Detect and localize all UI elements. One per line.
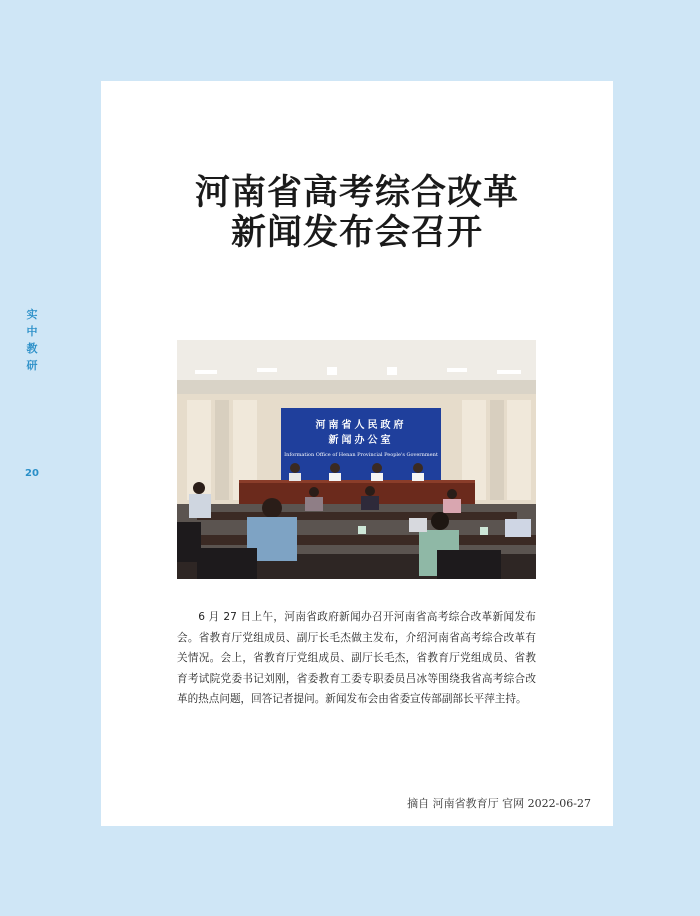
title-line-1: 河南省高考综合改革 [194,172,519,213]
backdrop-text [281,418,441,460]
backdrop-line-3: Information Office of Henan Provincial People's Government [284,452,438,458]
press-conference-photo [177,340,536,579]
article-page [101,81,613,826]
section-label-char: 中 [26,325,38,338]
page-number: 20 [25,468,39,479]
section-label-char: 研 [26,359,38,372]
title-line-2: 新闻发布会召开 [230,212,483,253]
section-label [22,306,42,374]
source-attribution: 摘自 河南省教育厅 官网 2022-06-27 [407,797,591,810]
article-body: 6 月 27 日上午，河南省政府新闻办召开河南省高考综合改革新闻发布会。省教育厅党组成员、副厅长毛杰做主发布，介绍河南省高考综合改革有关情况。会上，省教育厅党组成员、副厅长毛杰，省教育厅党组成员、省教育考试院党委书记刘刚，省委教育工委专职委员吕冰等围绕我省高考综合改革的热点问题，回答记者提问。新闻发布会由省委宣传部副部长平萍主持。 [177,611,536,705]
backdrop-line-2: 新闻办公室 [328,435,394,446]
section-label-char: 教 [26,342,38,355]
section-label-char: 实 [26,308,38,321]
article-title [101,173,613,253]
backdrop-line-1: 河南省人民政府 [315,420,407,431]
